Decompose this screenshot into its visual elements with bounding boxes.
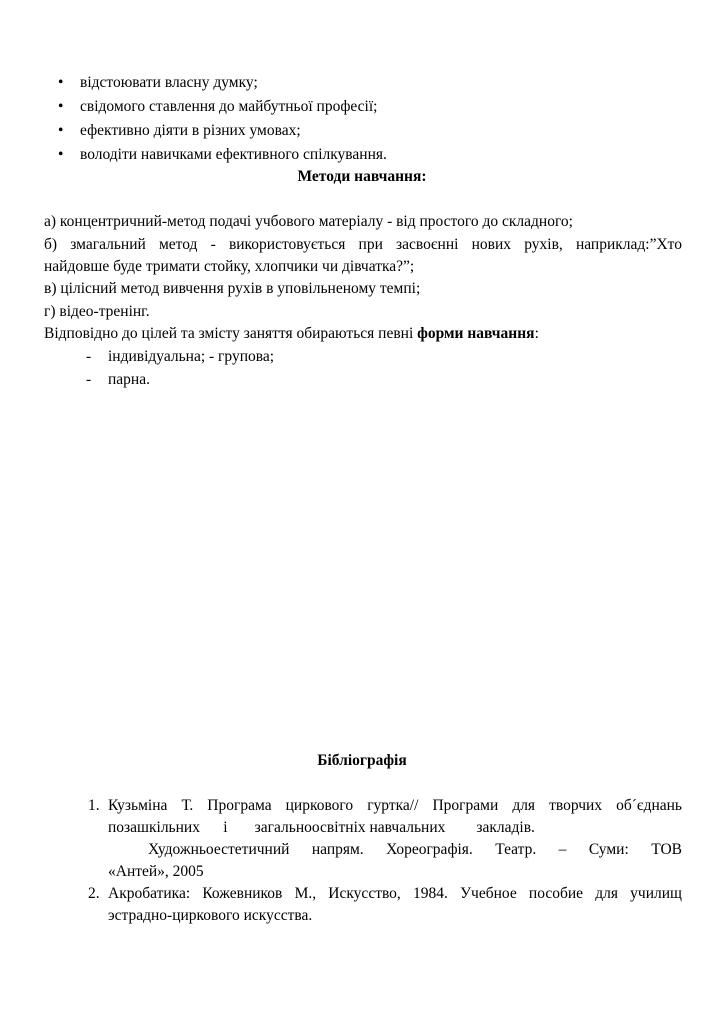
bullet-symbol: • [58,122,64,139]
list-item-text: індивідуальна; - групова; [108,348,275,365]
bullet-symbol: • [58,98,64,115]
method-b-line2: найдовше буде тримати стойку, хлопчики чи дівчатка?”; [44,258,415,275]
forms-intro-text: Відповідно до цілей та змісту заняття обираються певні [44,325,418,342]
forms-intro-bold: форми навчання [417,325,535,342]
bib-item-2-line1: Акробатика: Кожевников М., Искусство, 1984. Учебное пособие для училищ [108,885,682,902]
list-item-text: парна. [108,371,150,388]
bib-item-1-number: 1. [88,797,100,814]
bullet-symbol: • [58,146,64,163]
bib-item-2-number: 2. [88,885,100,902]
bibliography-heading: Бібліографія [317,752,407,769]
bib-item-1-line4: «Антей», 2005 [108,863,204,880]
list-item-text: ефективно діяти в різних умовах; [80,122,301,139]
list-item-text: відстоювати власну думку; [80,74,258,91]
forms-intro-colon: : [534,325,539,342]
list-item-text: володіти навичками ефективного спілкування. [80,146,387,163]
methods-heading: Методи навчання: [297,168,427,185]
dash-symbol: - [86,348,92,365]
method-a: а) концентричний-метод подачі учбового матеріалу - від простого до складного; [44,213,573,230]
forms-intro [44,323,539,345]
bib-item-1-line3: Художньоестетичний напрям. Хореографія. Театр. – Суми: ТОВ [148,841,682,858]
bib-item-1-line2: позашкільних і загальноосвітніх навчальних закладів. [108,819,535,836]
method-c: в) цілісний метод вивчення рухів в уповільненому темпі; [44,280,421,297]
bib-item-1-line1: Кузьміна Т. Програма циркового гуртка// Програми для творчих об´єднань [108,797,682,814]
dash-symbol: - [86,371,92,388]
method-b-line1: б) змагальний метод - використовується при засвоєнні нових рухів, наприклад:”Хто [44,236,682,253]
method-d: г) відео-тренінг. [44,303,150,320]
list-item-text: свідомого ставлення до майбутньої професії; [80,98,378,115]
bib-item-2-line2: эстрадно-циркового искусства. [108,907,313,924]
bullet-symbol: • [58,74,64,91]
